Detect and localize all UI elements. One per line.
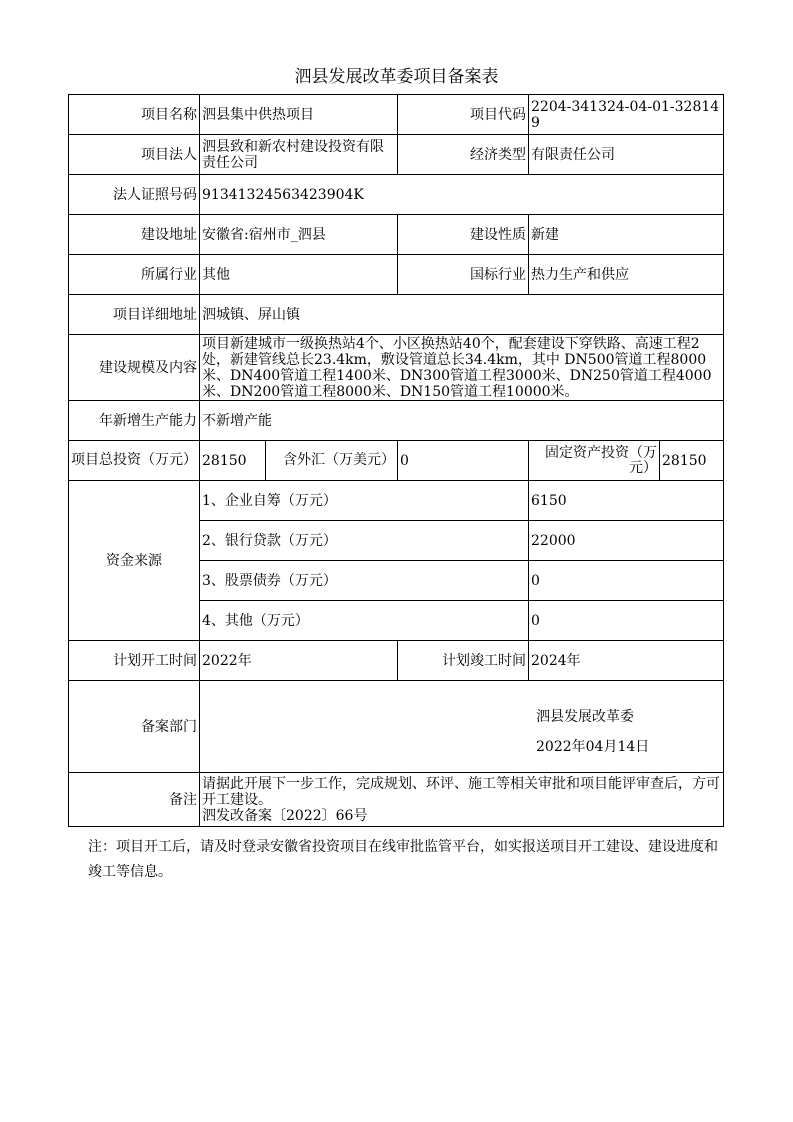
funding-item-label: 1、企业自筹（万元） bbox=[200, 481, 529, 521]
total-investment-value: 28150 bbox=[200, 441, 266, 481]
department-label: 备案部门 bbox=[69, 681, 200, 773]
national-industry-label: 国标行业 bbox=[398, 255, 529, 295]
funding-item-label: 3、股票债券（万元） bbox=[200, 561, 529, 601]
remarks-text: 请据此开展下一步工作，完成规划、环评、施工等相关审批和项目能评审查后，方可开工建设。 bbox=[202, 775, 720, 808]
legal-person-value: 泗县致和新农村建设投资有限责任公司 bbox=[200, 135, 398, 175]
industry-label: 所属行业 bbox=[69, 255, 200, 295]
capacity-label: 年新增生产能力 bbox=[69, 401, 200, 441]
funding-item-value: 22000 bbox=[529, 521, 724, 561]
detail-address-value: 泗城镇、屏山镇 bbox=[200, 295, 724, 335]
economic-type-label: 经济类型 bbox=[398, 135, 529, 175]
nature-value: 新建 bbox=[529, 215, 724, 255]
page-title: 泗县发展改革委项目备案表 bbox=[294, 67, 499, 87]
funding-item-label: 4、其他（万元） bbox=[200, 601, 529, 641]
detail-address-label: 项目详细地址 bbox=[69, 295, 200, 335]
total-investment-label: 项目总投资（万元） bbox=[69, 441, 200, 481]
footnote: 注：项目开工后，请及时登录安徽省投资项目在线审批监管平台，如实报送项目开工建设、建设进度和竣工等信息。 bbox=[88, 839, 718, 880]
license-value: 91341324563423904K bbox=[200, 175, 724, 215]
scale-label: 建设规模及内容 bbox=[69, 335, 200, 401]
national-industry-value: 热力生产和供应 bbox=[529, 255, 724, 295]
location-value: 安徽省:宿州市_泗县 bbox=[200, 215, 398, 255]
department-cell bbox=[200, 681, 724, 773]
remarks-doc-number: 泗发改备案〔2022〕66号 bbox=[202, 807, 368, 824]
industry-value: 其他 bbox=[200, 255, 398, 295]
start-time-value: 2022年 bbox=[200, 641, 398, 681]
department-name: 泗县发展改革委 bbox=[536, 709, 634, 725]
project-name-label: 项目名称 bbox=[69, 95, 200, 135]
funding-item-value: 6150 bbox=[529, 481, 724, 521]
project-code-value: 2204-341324-04-01-328149 bbox=[529, 95, 724, 135]
end-time-value: 2024年 bbox=[529, 641, 724, 681]
scale-value: 项目新建城市一级换热站4个、小区换热站40个，配套建设下穿铁路、高速工程2处，新建管线总长23.4km，敷设管道总长34.4km，其中 DN500管道工程8000米、DN400管道工程1400米、DN300管道工程3000米、DN250管道工程4000米、DN200管道工程8000米、DN150管道工程10000米。 bbox=[200, 335, 724, 401]
license-label: 法人证照号码 bbox=[69, 175, 200, 215]
funding-item-value: 0 bbox=[529, 601, 724, 641]
location-label: 建设地址 bbox=[69, 215, 200, 255]
project-name-value: 泗县集中供热项目 bbox=[200, 95, 398, 135]
funding-item-value: 0 bbox=[529, 561, 724, 601]
capacity-value: 不新增产能 bbox=[200, 401, 724, 441]
foreign-exchange-value: 0 bbox=[398, 441, 529, 481]
foreign-exchange-label: 含外汇（万美元） bbox=[266, 441, 398, 481]
funding-label: 资金来源 bbox=[69, 481, 200, 641]
start-time-label: 计划开工时间 bbox=[69, 641, 200, 681]
record-table bbox=[68, 94, 724, 827]
fixed-investment-label: 固定资产投资（万元） bbox=[529, 441, 660, 481]
funding-item-label: 2、银行贷款（万元） bbox=[200, 521, 529, 561]
end-time-label: 计划竣工时间 bbox=[398, 641, 529, 681]
nature-label: 建设性质 bbox=[398, 215, 529, 255]
remarks-cell bbox=[200, 773, 724, 827]
fixed-investment-value: 28150 bbox=[660, 441, 724, 481]
legal-person-label: 项目法人 bbox=[69, 135, 200, 175]
department-date: 2022年04月14日 bbox=[536, 739, 650, 755]
economic-type-value: 有限责任公司 bbox=[529, 135, 724, 175]
project-code-label: 项目代码 bbox=[398, 95, 529, 135]
remarks-label: 备注 bbox=[69, 773, 200, 827]
